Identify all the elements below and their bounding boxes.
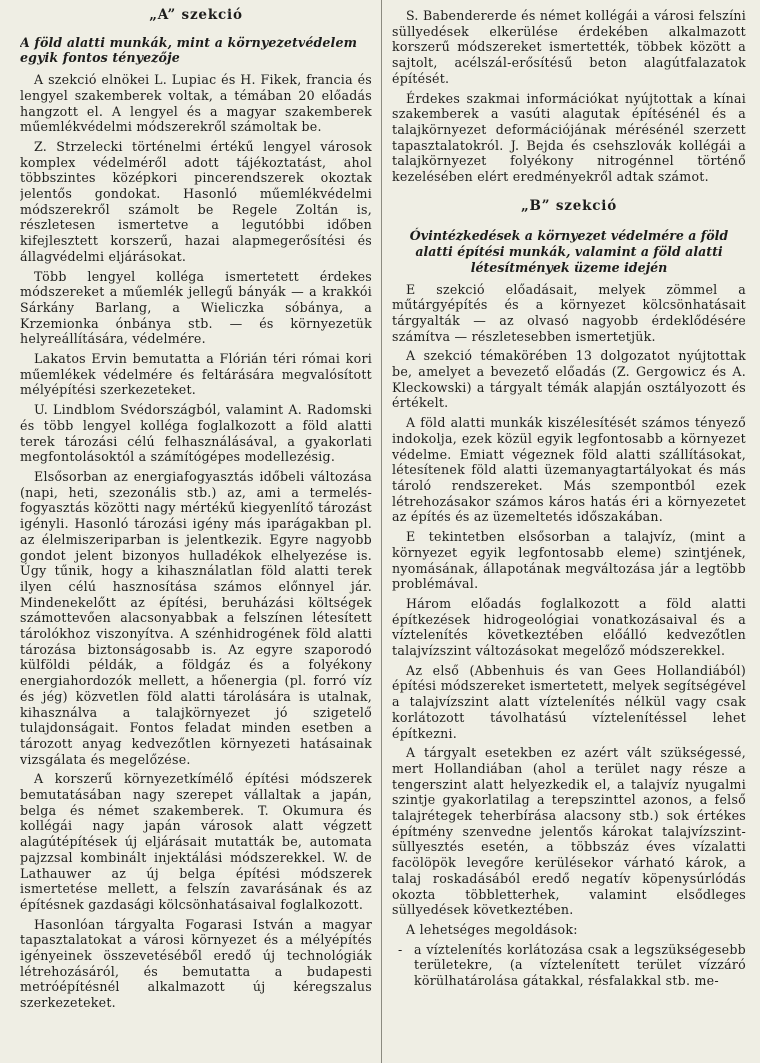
section-b-subtitle: Óvintézkedések a környezet védelmére a föld alatti építési munkák, valamint a föld alatti létesítmények üzeme idején <box>409 228 729 275</box>
column-divider <box>381 0 382 1063</box>
left-column <box>20 0 372 1063</box>
paragraph: A korszerű környezetkímélő építési módszerek bemutatásában nagy szerepet vállaltak a japán, belga és német szakemberek. T. Okumura és kollégái nagy japán városok alatt végzett alagútépítések új eljárásait mutatták be, automata pajzzsal kombinált injektálási módszerekkel. W. de Lathauwer az új belga építési módszerek ismertetése mellett, a felszín zavarásának és az építésnek gazdasági kölcsönhatásaival foglalkozott. <box>20 771 372 912</box>
paragraph: A tárgyalt esetekben ez azért vált szükségessé, mert Hollandiában (ahol a terület nagy része a tengerszint alatt helyezkedik el, a talajvíz nyugalmi szintje gyakorlatilag a terepszinttel azonos, a felső talajrétegek teherbírása alacsony stb.) sok értékes építmény szenvedne jelentős károkat talajvízszint-süllyesztés esetén, a többszáz éves vízalatti facölöpök levegőre kerülésekor várható károk, a talaj roskadásából eredő negatív köpenysúrlódás okozta többletterhek, valamint elsődleges süllyedések következtében. <box>392 745 746 918</box>
section-a-title: „A” szekció <box>149 7 243 23</box>
paragraph: A szekció elnökei L. Lupiac és H. Fikek, francia és lengyel szakemberek voltak, a témában 20 előadás hangzott el. A lengyel és a magyar szakemberek műemlékvédelmi módszerekről számoltak be. <box>20 72 372 135</box>
paragraph: Z. Strzelecki történelmi értékű lengyel városok komplex védelméről adott tájékoztatást, ahol többszintes középkori pincerendszerek okoztak jelentős gondokat. Hasonló műemlékvédelmi módszerekről számolt be Regele Zoltán is, részletesen ismertetve a legutóbbi időben kifejlesztett korszerű, hazai alapmegerősítési és állagvédelmi eljárásokat. <box>20 138 372 264</box>
paragraph: Hasonlóan tárgyalta Fogarasi István a magyar tapasztalatokat a városi környezet és a mélyépítés igényeinek összevetéséből eredő új technológiák létrehozásáról, és bemutatta a budapesti metróépítésnél alkalmazott új kéregszalus szerkezeteket. <box>20 916 372 1011</box>
list-item-text: a víztelenítés korlátozása csak a legszükségesebb területekre, (a víztelenített terület vízzáró körülhatárolása gátakkal, résfalakkal stb. me- <box>414 941 746 989</box>
paragraph: Érdekes szakmai információkat nyújtottak a kínai szakemberek a vasúti alagutak építésénél és a talajkörnyezet deformációjának mérésénél szerzett tapasztalatokról. J. Bejda és csehszlovák kollégái a talajkörnyezet folyékony nitrogénnel történő kezelésében elért eredményekről adtak számot. <box>392 90 746 185</box>
paragraph: Az első (Abbenhuis és van Gees Hollandiából) építési módszereket ismertetett, melyek segítségével a talajvízszint alatt víztelenítés nélkül vagy csak korlátozott távolhatású víztelenítéssel lehet építkezni. <box>392 662 746 741</box>
section-a-subtitle: A föld alatti munkák, mint a környezetvédelem egyik fontos tényezője <box>20 34 358 66</box>
paragraph: U. Lindblom Svédországból, valamint A. Radomski és több lengyel kolléga foglalkozott a föld alatti terek tározási célú felhasználásával, a gyakorlati megfontolásoktól a számítógépes modellezésig. <box>20 402 372 465</box>
paragraph: Elsősorban az energiafogyasztás időbeli változása (napi, heti, szezonális stb.) az, ami a termelés-fogyasztás közötti nagy mértékű kiegyenlítő tározást igényli. Hasonló tározási igény más iparágakban pl. az élelmiszeriparban is jelentkezik. Egyre nagyobb gondot jelent bizonyos hulladékok elhelyezése is. Úgy tűnik, hogy a kihasználatlan föld alatti terek ilyen célú hasznosítása számos előnnyel jár. Mindenekelőtt az építési, beruházási költségek számottevően alacsonyabbak a felszínen létesített tárolókhoz viszonyítva. A szénhidrogének föld alatti tározása biztonságosabb is. Az egyre szaporodó külföldi példák, a földgáz és a folyékony energiahordozók mellett, a hőenergia (pl. forró víz és jég) közvetlen föld alatti tárolására is utalnak, kihasználva a talajkörnyezet jó szigetelő tulajdonságait. Fontos feladat minden esetben a tározott anyag kedvezőtlen környezeti hatásainak vizsgálata és megelőzése. <box>20 468 372 767</box>
paragraph: A lehetséges megoldások: <box>406 921 578 937</box>
paragraph: A föld alatti munkák kiszélesítését számos tényező indokolja, ezek közül egyik legfontosabb a környezet védelme. Emiatt végeznek föld alatti szállításokat, létesítenek föld alatti üzemanyagtartályokat és más tároló rendszereket. Más szempontból ezek létrehozásakor számos káros hatás éri a környezetet az építés és az üzemeltetés időszakában. <box>392 415 746 525</box>
paragraph: E szekció előadásait, melyek zömmel a műtárgyépítés és a környezet kölcsönhatásait tárgyalták — az olvasó nagyobb érdeklődésére számítva — részletesebben ismertetjük. <box>392 281 746 344</box>
paragraph: Lakatos Ervin bemutatta a Flórián téri római kori műemlékek védelmére és feltárására megvalósított mélyépítési szerkezeteket. <box>20 351 372 398</box>
section-b-title: „B” szekció <box>520 197 618 214</box>
paragraph: Több lengyel kolléga ismertetett érdekes módszereket a műemlék jellegű bányák — a krakkói Sárkány Barlang, a Wieliczka sóbánya, a Krzemionka ónbánya stb. — és környezetük helyreállítására, védelmére. <box>20 268 372 347</box>
right-column <box>392 0 746 1063</box>
paragraph: A szekció témakörében 13 dolgozatot nyújtottak be, amelyet a bevezető előadás (Z. Gergowicz és A. Kleckowski) a tárgyalt témák alapján osztályozott és értékelt. <box>392 348 746 411</box>
paragraph: E tekintetben elsősorban a talajvíz, (mint a környezet egyik legfontosabb eleme) szintjének, nyomásának, állapotának megváltozása jár a legtöbb problémával. <box>392 529 746 592</box>
paragraph: S. Babendererde és német kollégái a városi felszíni süllyedések elkerülése érdekében alkalmazott korszerű módszereket ismertették, többek között a sajtolt, acélszál-erősítésű beton alagútfalazatok építését. <box>392 8 746 86</box>
paragraph: Három előadás foglalkozott a föld alatti építkezések hidrogeológiai vonatkozásaival és a víztelenítés következtében előálló kedvezőtlen talajvízszint változásokat megelőző módszerekkel. <box>392 595 746 659</box>
list-item <box>392 942 746 989</box>
dash-bullet: - <box>398 941 403 957</box>
